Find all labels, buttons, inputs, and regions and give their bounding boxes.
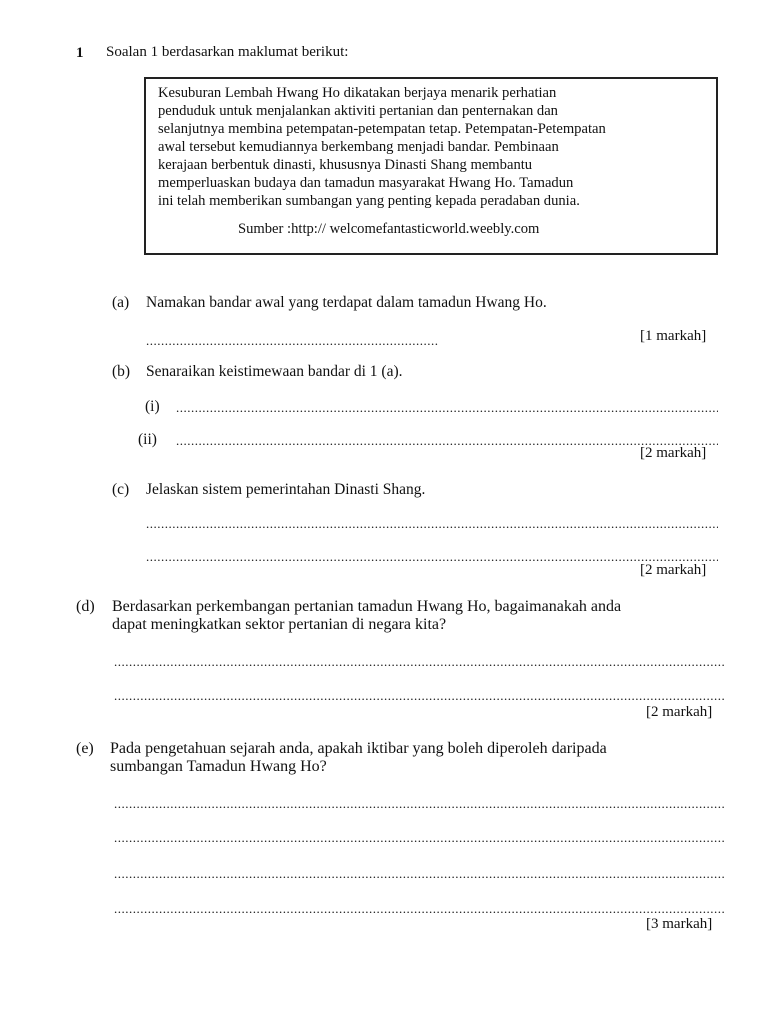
- part-e-question-line-1: Pada pengetahuan sejarah anda, apakah iktibar yang boleh diperoleh daripada: [110, 740, 607, 757]
- part-e-label: (e): [76, 740, 94, 757]
- part-d-label: (d): [76, 598, 95, 615]
- part-c-question: Jelaskan sistem pemerintahan Dinasti Shang.: [146, 481, 426, 498]
- answer-line-e-2[interactable]: [114, 830, 726, 842]
- passage-line-5: kerajaan berbentuk dinasti, khususnya Dinasti Shang membantu: [158, 157, 533, 173]
- marks-d: [2 markah]: [646, 704, 713, 720]
- part-b-label: (b): [112, 363, 131, 380]
- marks-a: [1 markah]: [640, 328, 707, 344]
- part-d-question-line-1: Berdasarkan perkembangan pertanian tamadun Hwang Ho, bagaimanakah anda: [112, 598, 622, 615]
- answer-line-b-i[interactable]: [176, 400, 718, 412]
- answer-line-e-1[interactable]: [114, 796, 726, 808]
- answer-line-c-1[interactable]: [146, 516, 718, 528]
- part-c-label: (c): [112, 481, 130, 498]
- answer-line-d-2[interactable]: [114, 688, 726, 700]
- part-b-sub-ii: (ii): [138, 431, 157, 448]
- passage-line-6: memperluaskan budaya dan tamadun masyarakat Hwang Ho. Tamadun: [158, 175, 574, 191]
- part-e-question-line-2: sumbangan Tamadun Hwang Ho?: [110, 758, 327, 775]
- question-number: 1: [76, 45, 84, 61]
- answer-line-c-2[interactable]: [146, 549, 718, 561]
- passage-line-2: penduduk untuk menjalankan aktiviti pertanian dan penternakan dan: [158, 103, 558, 119]
- part-a-question: Namakan bandar awal yang terdapat dalam tamadun Hwang Ho.: [146, 294, 547, 311]
- passage-box: [144, 77, 718, 255]
- marks-e: [3 markah]: [646, 916, 713, 932]
- marks-b: [2 markah]: [640, 445, 707, 461]
- answer-line-e-3[interactable]: [114, 866, 726, 878]
- part-b-question: Senaraikan keistimewaan bandar di 1 (a).: [146, 363, 403, 380]
- part-b-sub-i: (i): [145, 398, 160, 415]
- answer-line-b-ii[interactable]: [176, 433, 718, 445]
- question-intro: Soalan 1 berdasarkan maklumat berikut:: [106, 44, 349, 60]
- passage-source: Sumber :http:// welcomefantasticworld.weebly.com: [238, 221, 540, 237]
- passage-line-3: selanjutnya membina petempatan-petempatan tetap. Petempatan-Petempatan: [158, 121, 606, 137]
- marks-c: [2 markah]: [640, 562, 707, 578]
- part-d-question-line-2: dapat meningkatkan sektor pertanian di negara kita?: [112, 616, 447, 633]
- answer-line-d-1[interactable]: [114, 654, 726, 666]
- answer-line-e-4[interactable]: [114, 901, 726, 913]
- answer-line-a[interactable]: [146, 333, 438, 345]
- passage-line-1: Kesuburan Lembah Hwang Ho dikatakan berjaya menarik perhatian: [158, 85, 557, 101]
- passage-line-7: ini telah memberikan sumbangan yang penting kepada peradaban dunia.: [158, 193, 580, 209]
- passage-line-4: awal tersebut kemudiannya berkembang menjadi bandar. Pembinaan: [158, 139, 559, 155]
- part-a-label: (a): [112, 294, 130, 311]
